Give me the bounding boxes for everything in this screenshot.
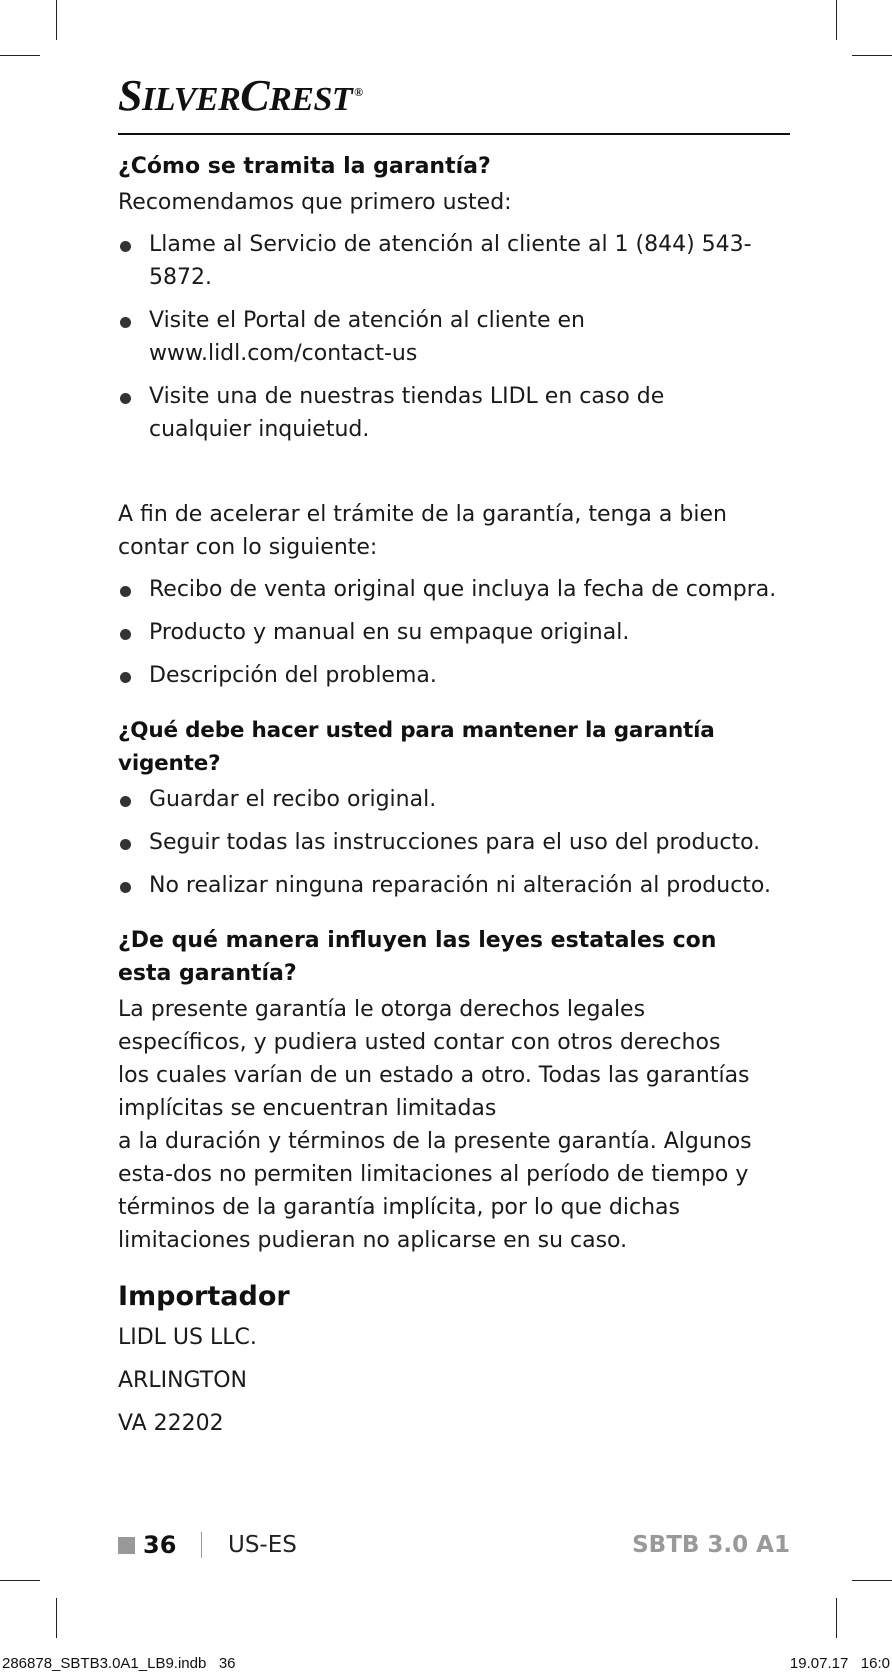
requirements-intro: A fin de acelerar el trámite de la garantía, tenga a bien contar con lo siguiente: xyxy=(118,502,727,560)
crop-mark xyxy=(852,1580,892,1581)
heading-maintain-warranty: ¿Qué debe hacer usted para mantener la garantía vigente? xyxy=(118,718,715,776)
list-item: Seguir todas las instrucciones para el uso del producto. xyxy=(118,826,808,859)
heading-importer: Importador xyxy=(118,1281,290,1312)
crop-mark xyxy=(852,55,892,56)
crop-mark xyxy=(56,1598,57,1638)
intro-text: Recomendamos que primero usted: xyxy=(118,190,512,215)
page-content xyxy=(118,150,808,1440)
page-footer xyxy=(118,1528,790,1562)
print-slug-file: 286878_SBTB3.0A1_LB9.indb 36 xyxy=(2,1655,236,1672)
crop-mark xyxy=(56,0,57,40)
list-item: Producto y manual en su empaque original. xyxy=(118,616,808,649)
importer-line: ARLINGTON xyxy=(118,1368,248,1393)
language-code: US-ES xyxy=(228,1532,297,1558)
list-item: Descripción del problema. xyxy=(118,659,808,692)
importer-line: LIDL US LLC. xyxy=(118,1325,257,1350)
list-item: Llame al Servicio de atención al cliente al 1 (844) 543-5872. xyxy=(118,228,808,294)
silvercrest-logo: SILVERCREST ® xyxy=(118,71,363,120)
header-rule xyxy=(118,133,790,135)
crop-mark xyxy=(836,0,837,40)
print-slug-date: 19.07.17 16:0 xyxy=(789,1655,890,1672)
heading-warranty-process: ¿Cómo se tramita la garantía? xyxy=(118,154,491,179)
crop-mark xyxy=(0,55,40,56)
model-number: SBTB 3.0 A1 xyxy=(632,1532,790,1558)
requirements-list xyxy=(118,573,808,692)
footer-square xyxy=(118,1537,135,1554)
heading-state-laws: ¿De qué manera influyen las leyes estatales con esta garantía? xyxy=(118,928,717,986)
recommendations-list xyxy=(118,228,808,446)
list-item: Guardar el recibo original. xyxy=(118,783,808,816)
list-item: Visite el Portal de atención al cliente en www.lidl.com/contact-us xyxy=(118,304,589,370)
list-item: Recibo de venta original que incluya la fecha de compra. xyxy=(118,573,808,606)
list-item: Visite una de nuestras tiendas LIDL en caso de cualquier inquietud. xyxy=(118,380,749,446)
page-number: 36 xyxy=(143,1531,177,1559)
crop-mark xyxy=(0,1580,40,1581)
crop-mark xyxy=(836,1598,837,1638)
importer-line: VA 22202 xyxy=(118,1411,224,1436)
maintain-list xyxy=(118,783,808,902)
state-laws-paragraph-1: La presente garantía le otorga derechos legales específicos, y pudiera usted contar con otros derechos los cuales varían de un estado a otro. Todas las garantías implícitas se encuentran limitadas xyxy=(118,997,750,1121)
state-laws-paragraph-2: a la duración y términos de la presente garantía. Algunos esta-dos no permiten limitaciones al período de tiempo y términos de la garantía implícita, por lo que dichas limitaciones pudieran no aplicarse en su caso. xyxy=(118,1129,752,1253)
list-item: No realizar ninguna reparación ni alteración al producto. xyxy=(118,869,808,902)
footer-separator xyxy=(201,1532,202,1558)
